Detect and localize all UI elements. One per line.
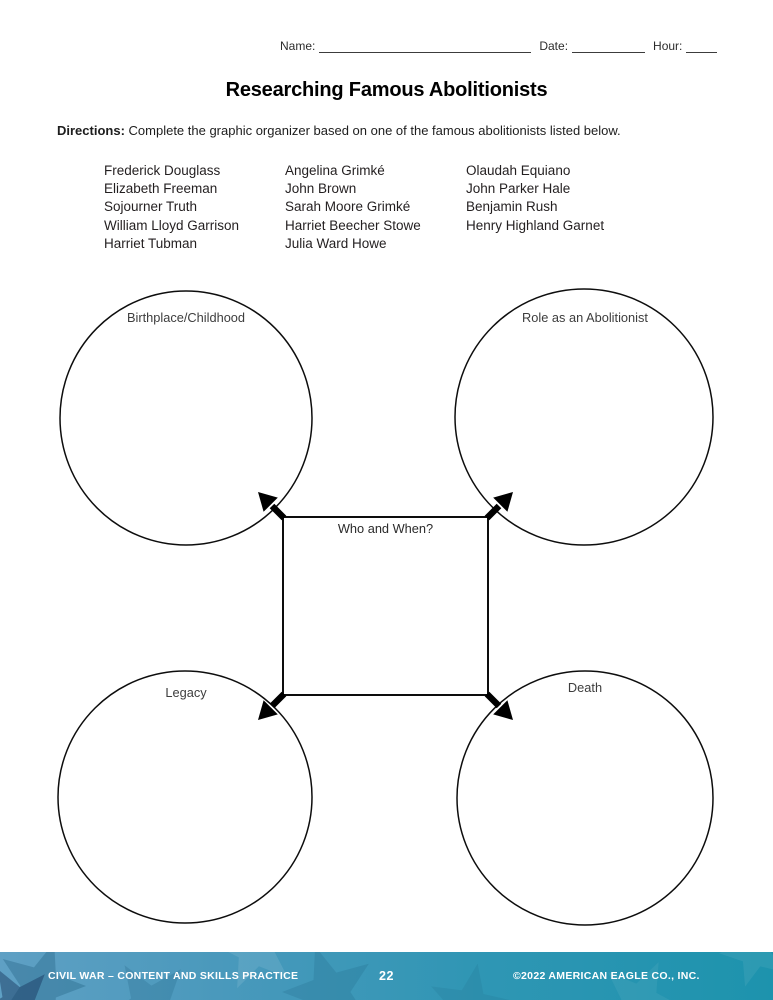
abolitionist-list <box>104 162 666 253</box>
abolitionist-name: Olaudah Equiano <box>466 163 571 178</box>
footer-page-number: 22 <box>379 969 394 983</box>
label-role-as-abolitionist: Role as an Abolitionist <box>522 310 648 325</box>
center-box-who-and-when[interactable] <box>283 517 488 695</box>
directions-text <box>57 123 621 138</box>
circle-legacy[interactable] <box>58 671 312 923</box>
abolitionist-column-3 <box>466 162 666 253</box>
abolitionist-name: Julia Ward Howe <box>285 235 387 251</box>
date-label: Date: <box>539 39 569 53</box>
directions-label: Directions: <box>57 123 125 138</box>
abolitionist-column-1 <box>104 162 285 253</box>
abolitionist-name: Henry Highland Garnet <box>466 217 605 233</box>
label-legacy: Legacy <box>165 685 207 700</box>
abolitionist-name: John Brown <box>285 181 357 197</box>
circle-role-as-abolitionist[interactable] <box>455 289 713 545</box>
circle-death[interactable] <box>457 671 713 925</box>
name-date-hour-row <box>280 39 717 53</box>
date-blank-line[interactable] <box>572 39 645 53</box>
name-label: Name: <box>280 39 316 53</box>
footer-bar <box>0 952 773 1000</box>
abolitionist-column-2 <box>285 162 466 253</box>
hour-blank-line[interactable] <box>686 39 717 53</box>
footer-series-title: CIVIL WAR – CONTENT AND SKILLS PRACTICE <box>48 970 299 982</box>
abolitionist-name: William Lloyd Garrison <box>104 217 240 233</box>
footer-copyright: ©2022 AMERICAN EAGLE CO., INC. <box>513 970 700 982</box>
page-title: Researching Famous Abolitionists <box>225 79 548 101</box>
abolitionist-name: Sarah Moore Grimké <box>285 199 411 215</box>
hour-label: Hour: <box>653 39 683 53</box>
abolitionist-name: Sojourner Truth <box>104 199 198 215</box>
abolitionist-name: Harriet Beecher Stowe <box>285 217 421 233</box>
graphic-organizer-diagram <box>0 280 773 945</box>
label-death: Death <box>567 680 603 695</box>
abolitionist-name: Elizabeth Freeman <box>104 181 218 197</box>
directions-body: Complete the graphic organizer based on one of the famous abolitionists listed below. <box>124 123 621 138</box>
abolitionist-name: Harriet Tubman <box>104 235 198 251</box>
abolitionist-name: Angelina Grimké <box>285 163 385 178</box>
name-blank-line[interactable] <box>319 39 531 53</box>
abolitionist-name: Frederick Douglass <box>104 163 221 178</box>
abolitionist-name: John Parker Hale <box>466 181 571 197</box>
abolitionist-name: Benjamin Rush <box>466 199 558 215</box>
label-birthplace-childhood: Birthplace/Childhood <box>126 310 246 325</box>
label-who-and-when: Who and When? <box>337 521 434 536</box>
